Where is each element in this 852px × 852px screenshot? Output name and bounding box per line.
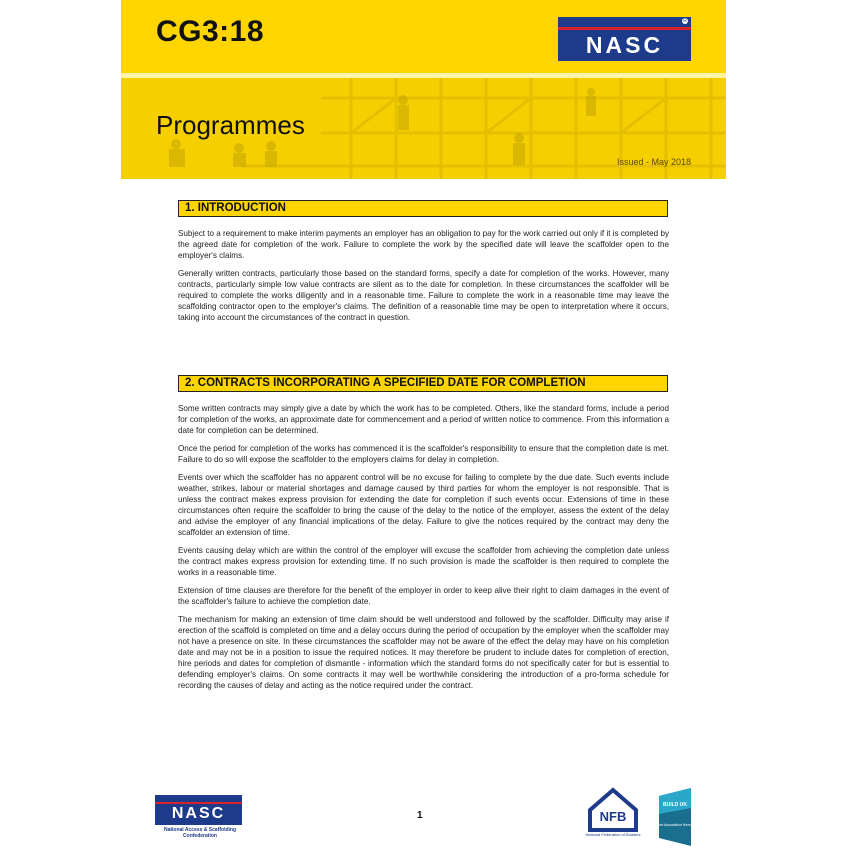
footer-nasc-subtitle: National Access & Scaffolding Confederation <box>163 827 237 839</box>
paragraph: Extension of time clauses are therefore for the benefit of the employer in order to keep alive their right to claim damages in the event of the scaffolder's failure to achieve the completion date. <box>178 586 669 606</box>
page-number: 1 <box>417 810 423 821</box>
footer-nasc-logo <box>155 795 242 825</box>
paragraph: Some written contracts may simply give a date by which the work has to be completed. Others, like the standard forms, include a period for completion of the works, an approximate date for commencement and a period of written notice to commence. From this information a date for completion can be determined. <box>178 404 669 435</box>
paragraph: Events over which the scaffolder has no apparent control will be no excuse for failing to complete by the due date. Such events include weather, strikes, labour or material shortages and damage caused by third parties for whom the employer is not responsible. That is unless the contract makes express provision for extending the date for completion if such events occur. Extensions of time in these circumstances often require the scaffolder to bring the cause of the delay to the notice of the employer, assess the extent of the delay and advise the employer of any financial implications of the delay. Failure to give the notices required by the contract may deny the scaffolder an extension of time. <box>178 473 669 537</box>
document-page <box>121 0 726 852</box>
build-uk-logo <box>654 788 696 846</box>
header-top-band <box>121 0 726 73</box>
section-body-contracts <box>178 403 669 698</box>
header-image-band <box>121 78 726 179</box>
paragraph: Subject to a requirement to make interim payments an employer has an obligation to pay for the work carried out only if it is completed by the agreed date for completion of the work. Failure to complete the work by the specified date will leave the scaffolder open to the employer's claims. <box>178 229 669 260</box>
nasc-logo-text: NASC <box>585 32 664 58</box>
paragraph: Events causing delay which are within the control of the employer will excuse the scaffolder from achieving the completion date unless the contract makes express provision for extending time. If no such provision is made the scaffolder is then required to complete the works in a reasonable time. <box>178 546 669 577</box>
footer-nasc-logo-text: NASC <box>171 805 226 822</box>
section-body-introduction <box>178 228 669 330</box>
paragraph: The mechanism for making an extension of time claim should be well understood and followed by the scaffolder. Difficulty may arise if erection of the scaffold is completed on time and a delay occurs during the period of occupation by the employer when the scaffolder may not have a presence on site. In these circumstances the scaffolder may not be aware of the effect the delay may have on his completion date and may not be in a position to issue the required notices. It may therefore be prudent to include dates for completion of erection, hire periods and dates for completion of dismantle - information which the standard forms do not specifically cater for but is essential to defending employer's claims. On some contracts it may well be worthwhile considering the introduction of a pro-forma schedule for recording the causes of delay and acting as the notice required under the contract. <box>178 615 670 690</box>
section-heading-introduction: 1. INTRODUCTION <box>178 200 668 217</box>
build-uk-logo-subtitle: Trade Association Member <box>654 823 696 827</box>
nfb-logo-subtitle: National Federation of Builders <box>585 832 641 837</box>
issue-date: Issued - May 2018 <box>616 157 691 167</box>
paragraph: Once the period for completion of the works has commenced it is the scaffolder's responsibility to ensure that the completion date is met. Failure to do so will expose the scaffolder to the employers claims for delay in completion. <box>178 444 669 464</box>
nfb-logo-text: NFB <box>599 809 627 824</box>
build-uk-logo-text: BUILD UK <box>663 802 687 808</box>
document-title: Programmes <box>156 110 305 140</box>
nasc-logo: NASC R <box>558 17 691 61</box>
nfb-logo <box>584 786 642 838</box>
paragraph: Generally written contracts, particularly those based on the standard forms, specify a date for completion of the works. However, many contracts, particularly simple low value contracts are silent as to the date for completion. In these circumstances the scaffolder will be required to complete the works diligently and in a reasonable time. Failure to complete the work in a reasonable time may leave the scaffolding contractor open to the employer's claims. The definition of a reasonable time may be open to interpretation where it occurs, taking into account the circumstances of the contract in question. <box>178 269 669 322</box>
document-code: CG3:18 <box>156 15 265 48</box>
section-heading-contracts: 2. CONTRACTS INCORPORATING A SPECIFIED DATE FOR COMPLETION <box>178 375 668 392</box>
